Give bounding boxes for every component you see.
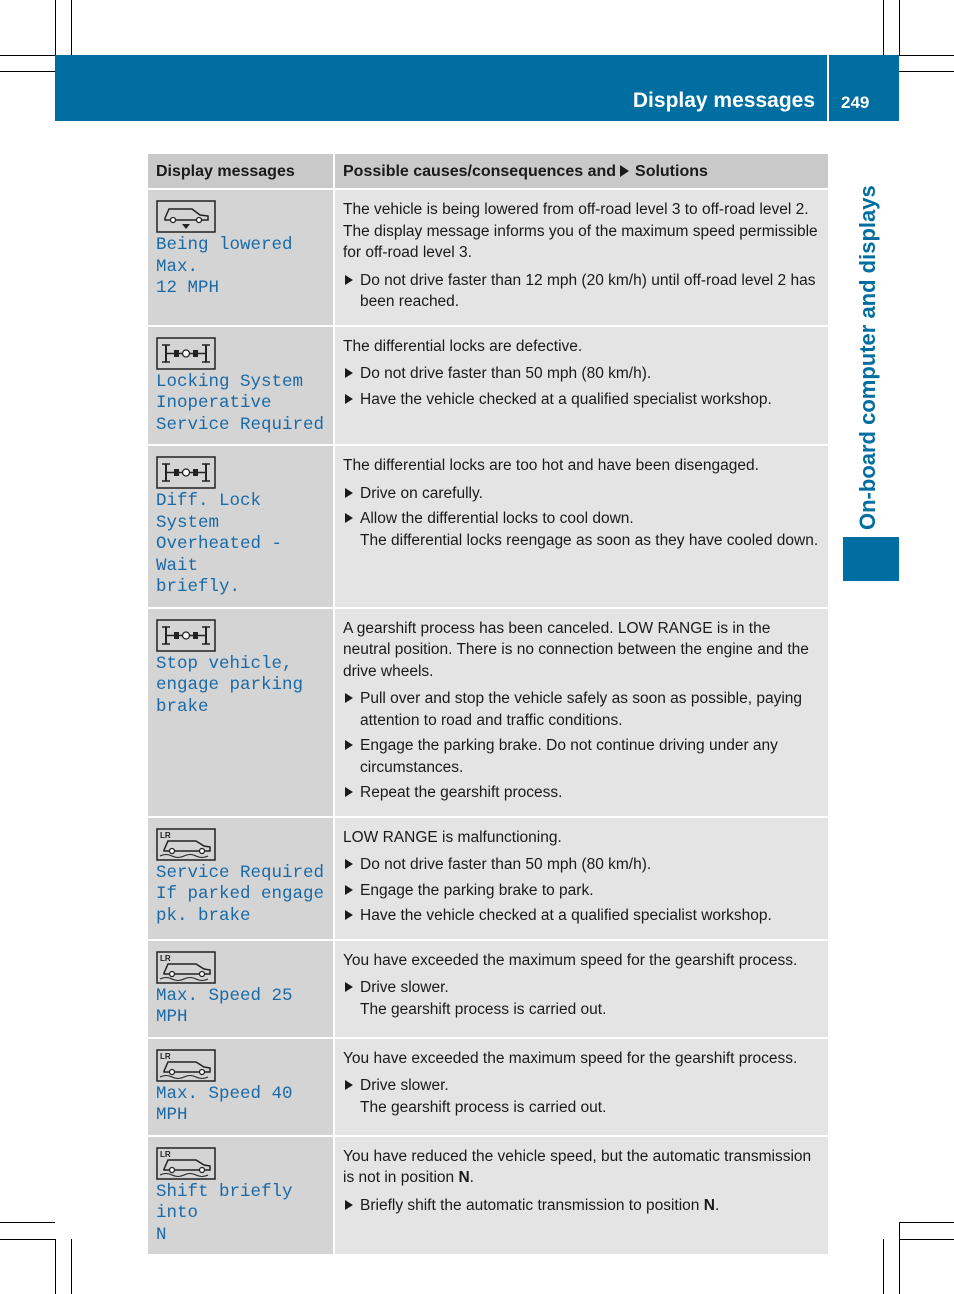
cause-text: The differential locks are too hot and have been disengaged. — [343, 457, 759, 474]
step-note: The differential locks reengage as soon as they have cooled down. — [360, 531, 819, 549]
solution-steps — [343, 688, 822, 804]
solution-step — [343, 1075, 822, 1118]
table-row — [148, 189, 828, 326]
display-message-text: Max. Speed 25 MPH — [156, 985, 304, 1027]
solution-step: Have the vehicle checked at a qualified specialist workshop. — [343, 905, 822, 927]
solution-cell — [334, 1136, 828, 1256]
side-tab-label: On-board computer and displays — [855, 185, 880, 530]
cause-text: LOW RANGE is malfunctioning. — [343, 828, 562, 846]
step-text: Drive slower. — [360, 1077, 449, 1094]
cause-text: The differential locks are defective. — [343, 337, 583, 355]
crop-mark — [55, 0, 56, 55]
svg-text:LR: LR — [160, 953, 171, 963]
table-row — [148, 1136, 828, 1256]
solution-steps — [343, 270, 822, 313]
solution-steps — [343, 483, 822, 552]
section-title: Display messages — [632, 89, 815, 112]
cause-text: A gearshift process has been canceled. LOW RANGE is in the neutral position. There is no connection between the engine and the drive wheels. — [343, 619, 809, 680]
low-range-icon — [156, 1147, 216, 1180]
solution-steps — [343, 977, 822, 1020]
crop-mark — [71, 0, 72, 55]
message-cell — [148, 1038, 334, 1136]
crop-mark — [55, 1239, 56, 1294]
header-divider — [827, 55, 829, 121]
side-tab-marker — [843, 537, 899, 581]
cause-text-pre: You have reduced the vehicle speed, but the automatic transmission is not in position — [343, 1147, 812, 1186]
cause-text: The vehicle is being lowered from off-road level 3 to off-road level 2. The display message informs you of the maximum speed permissible for off-road level 3. — [343, 201, 818, 261]
low-range-icon — [156, 1049, 216, 1082]
crop-mark — [0, 55, 55, 56]
solution-steps — [343, 1195, 822, 1217]
differential-lock-icon — [156, 456, 216, 489]
solution-steps — [343, 1075, 822, 1118]
column-header-messages: Display messages — [148, 154, 334, 189]
step-note: The gearshift process is carried out. — [360, 1098, 607, 1116]
display-message-text: Service Required If parked engage pk. brake — [156, 862, 325, 926]
solution-step: Engage the parking brake to park. — [343, 880, 822, 902]
crop-mark — [899, 71, 954, 72]
message-cell — [148, 189, 334, 326]
solution-cell — [334, 189, 828, 326]
table-row — [148, 817, 828, 940]
vehicle-lowering-icon — [156, 200, 216, 233]
page-number: 249 — [841, 93, 870, 112]
solution-step — [343, 1195, 822, 1217]
solution-cell — [334, 940, 828, 1038]
table-row — [148, 1038, 828, 1136]
message-cell — [148, 608, 334, 817]
column-header-solutions — [334, 154, 828, 189]
step-text-bold: N — [703, 1196, 715, 1214]
col2-header-post: Solutions — [635, 163, 708, 180]
display-message-text: Diff. Lock System Overheated - Wait briefly. — [156, 491, 283, 597]
crop-mark — [899, 0, 900, 55]
cause-text: You have exceeded the maximum speed for the gearshift process. — [343, 1049, 798, 1067]
display-message-text: Max. Speed 40 MPH — [156, 1083, 304, 1125]
table-row — [148, 326, 828, 446]
crop-mark — [899, 55, 954, 56]
solution-step: Do not drive faster than 50 mph (80 km/h). — [343, 854, 822, 876]
svg-text:LR: LR — [160, 1149, 171, 1159]
solution-cell — [334, 1038, 828, 1136]
message-cell — [148, 1136, 334, 1256]
message-cell — [148, 326, 334, 446]
display-message-text: Locking System Inoperative Service Required — [156, 371, 325, 435]
solution-step — [343, 977, 822, 1020]
display-message-text: Stop vehicle, engage parking brake — [156, 653, 304, 717]
cause-text: You have exceeded the maximum speed for the gearshift process. — [343, 951, 798, 969]
step-text: Allow the differential locks to cool down. — [360, 510, 634, 527]
solution-step: Pull over and stop the vehicle safely as soon as possible, paying attention to road and traffic conditions. — [343, 688, 822, 731]
crop-mark — [0, 1222, 55, 1223]
differential-lock-icon — [156, 619, 216, 652]
step-note: The gearshift process is carried out. — [360, 1000, 607, 1018]
solution-cell — [334, 608, 828, 817]
solution-step: Engage the parking brake. Do not continue driving under any circumstances. — [343, 735, 822, 778]
crop-mark — [0, 1239, 55, 1240]
crop-mark — [899, 1222, 900, 1294]
solution-cell — [334, 445, 828, 608]
solution-steps — [343, 854, 822, 927]
svg-text:LR: LR — [160, 830, 171, 840]
svg-text:LR: LR — [160, 1051, 171, 1061]
differential-lock-icon — [156, 337, 216, 370]
solution-cell — [334, 817, 828, 940]
crop-mark — [899, 1222, 954, 1223]
crop-mark — [883, 0, 884, 55]
display-message-text: Being lowered Max. 12 MPH — [156, 235, 293, 298]
table-row — [148, 940, 828, 1038]
cause-text — [343, 1146, 822, 1189]
cause-text-bold: N — [458, 1169, 470, 1186]
solution-step — [343, 508, 822, 551]
arrow-right-icon — [620, 165, 629, 177]
page-header — [55, 55, 899, 121]
step-text: Briefly shift the automatic transmission to position — [360, 1196, 704, 1214]
message-cell — [148, 817, 334, 940]
table-row — [148, 608, 828, 817]
crop-mark — [883, 1239, 884, 1294]
message-cell — [148, 940, 334, 1038]
solution-step: Do not drive faster than 50 mph (80 km/h). — [343, 363, 822, 385]
solution-steps — [343, 363, 822, 410]
col2-header-pre: Possible causes/consequences and — [343, 163, 617, 180]
low-range-icon — [156, 828, 216, 861]
crop-mark — [899, 1239, 954, 1240]
message-cell — [148, 445, 334, 608]
table-row — [148, 445, 828, 608]
crop-mark — [0, 71, 55, 72]
cause-text-post: . — [469, 1169, 474, 1186]
solution-cell — [334, 326, 828, 446]
step-text: Drive slower. — [360, 979, 449, 996]
solution-step: Repeat the gearshift process. — [343, 782, 822, 804]
display-message-text: Shift briefly into N — [156, 1181, 293, 1245]
step-text-post: . — [714, 1196, 720, 1214]
low-range-icon — [156, 951, 216, 984]
table-header-row — [148, 154, 828, 189]
solution-step: Have the vehicle checked at a qualified specialist workshop. — [343, 389, 822, 411]
display-messages-table — [148, 154, 828, 1256]
crop-mark — [71, 1239, 72, 1294]
solution-step: Do not drive faster than 12 mph (20 km/h) until off-road level 2 has been reached. — [343, 270, 822, 313]
solution-step: Drive on carefully. — [343, 483, 822, 505]
